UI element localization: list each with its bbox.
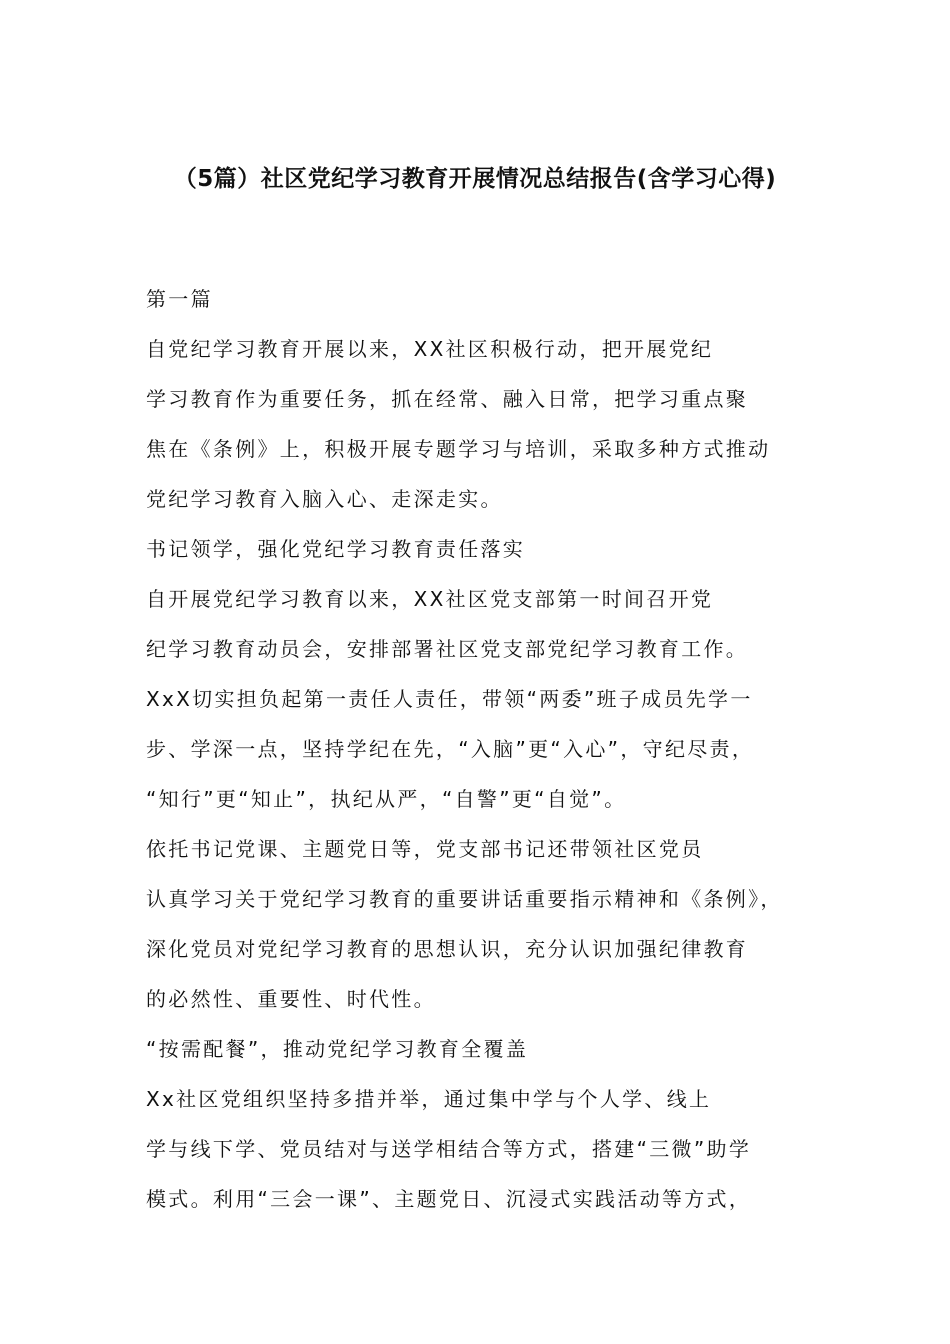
document-title: （5篇）社区党纪学习教育开展情况总结报告(含学习心得) — [173, 166, 777, 192]
paragraph-line: XxX切实担负起第一责任人责任，带领“两委”班子成员先学一 — [146, 687, 753, 711]
paragraph-line: 自党纪学习教育开展以来，XX社区积极行动，把开展党纪 — [146, 337, 714, 361]
paragraph-line: 学与线下学、党员结对与送学相结合等方式，搭建“三微”助学 — [146, 1137, 752, 1161]
paragraph-line: 焦在《条例》上，积极开展专题学习与培训，采取多种方式推动 — [146, 437, 771, 461]
paragraph-line: 模式。利用“三会一课”、主题党日、沉浸式实践活动等方式， — [146, 1187, 752, 1211]
subheading: “按需配餐”，推动党纪学习教育全覆盖 — [146, 1037, 529, 1061]
section-heading: 第一篇 — [146, 287, 213, 311]
paragraph-line: 步、学深一点，坚持学纪在先，“入脑”更“入心”，守纪尽责， — [146, 737, 755, 761]
subheading: 书记领学，强化党纪学习教育责任落实 — [146, 537, 526, 561]
paragraph-line: “知行”更“知止”，执纪从严，“自警”更“自觉”。 — [146, 787, 627, 811]
paragraph-line: 依托书记党课、主题党日等，党支部书记还带领社区党员 — [146, 837, 704, 861]
paragraph-line: 纪学习教育动员会，安排部署社区党支部党纪学习教育工作。 — [146, 637, 749, 661]
paragraph-line: 学习教育作为重要任务，抓在经常、融入日常，把学习重点聚 — [146, 387, 749, 411]
paragraph-line: 深化党员对党纪学习教育的思想认识，充分认识加强纪律教育 — [146, 937, 749, 961]
paragraph-line: 党纪学习教育入脑入心、走深走实。 — [146, 487, 503, 511]
paragraph-line: Xx社区党组织坚持多措并举，通过集中学与个人学、线上 — [146, 1087, 712, 1111]
paragraph-line: 认真学习关于党纪学习教育的重要讲话重要指示精神和《条例》， — [146, 887, 783, 911]
paragraph-line: 的必然性、重要性、时代性。 — [146, 987, 436, 1011]
paragraph-line: 自开展党纪学习教育以来，XX社区党支部第一时间召开党 — [146, 587, 714, 611]
